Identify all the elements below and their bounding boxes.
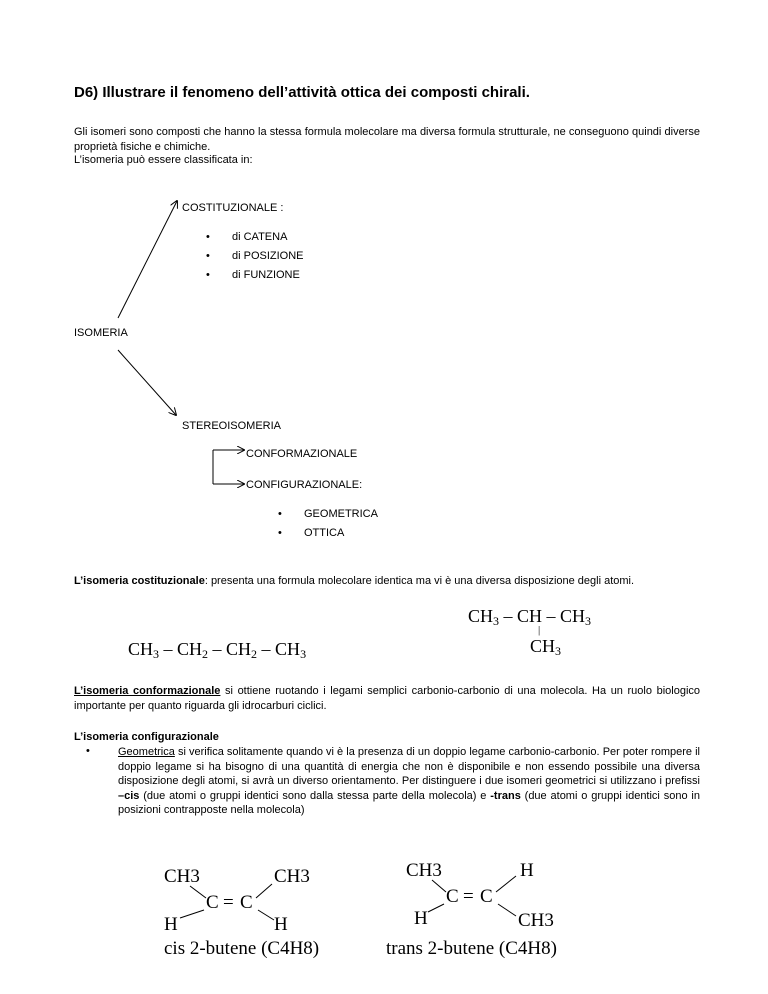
cis-ch3-left: CH3: [164, 866, 200, 887]
isobutane-formula: $CH_3$ – CH – $CH_3$: [468, 606, 592, 628]
cis-ch3-right: CH3: [274, 866, 310, 887]
trans-carbon-right: C: [480, 886, 493, 907]
cis-carbon-right: C: [240, 892, 253, 913]
list-item: • GEOMETRICA: [278, 508, 378, 520]
configurazionale-label: CONFIGURAZIONALE:: [246, 479, 363, 491]
trans-label: trans 2-butene (C4H8): [386, 938, 557, 959]
geometrica-bullet: •: [86, 745, 90, 757]
trans-double-bond: =: [463, 886, 474, 907]
trans-carbon-left: C: [446, 886, 459, 907]
trans-bonds: [386, 860, 616, 940]
butane-formula: $CH_3 - CH_2 - CH_2 - CH_3$: [128, 639, 307, 661]
geometrica-paragraph: Geometrica si verifica solitamente quando vi è la presenza di un doppio legame carbonio-carbonio. Per poter rompere il doppio legame si ha bisogno di una quantità di energia che non è disponibile e non essendo possibile una diversa disposizione degli atomi, si avrà un diverso orientamento. Per distinguere i due isomeri geometrici si utilizzano i prefissi –cis (due atomi o gruppi identici sono dalla stessa parte della molecola) e -trans (due atomi o gruppi identici sono in posizioni contrapposte nella molecola): [118, 746, 700, 817]
configurazionale-heading: L’isomeria configurazionale: [74, 731, 219, 743]
conformazionale-label: CONFORMAZIONALE: [246, 448, 358, 460]
cis-bonds: [164, 866, 364, 946]
costituzionale-label: COSTITUZIONALE :: [182, 202, 284, 214]
trans-h-right: H: [520, 860, 534, 881]
conformazionale-paragraph: L’isomeria conformazionale si ottiene ruotando i legami semplici carbonio-carbonio di una molecola. Ha un ruolo biologico importante per quanto riguarda gli idrocarburi ciclici.: [74, 685, 701, 712]
cis-2-butene-structure: [164, 866, 364, 986]
trans-ch3-left: CH3: [406, 860, 442, 881]
intro-classification: L’isomeria può essere classificata in:: [74, 154, 253, 166]
cis-carbon-left: C: [206, 892, 219, 913]
list-item: • di POSIZIONE: [206, 250, 304, 262]
arrow-to-stereoisomeria: [118, 350, 176, 415]
isomeria-root-label: ISOMERIA: [74, 327, 128, 339]
isobutane-branch-ch3: $CH_3$: [530, 636, 562, 658]
trans-2-butene-structure: [386, 860, 616, 980]
isobutane-branch-bond: |: [538, 624, 541, 636]
costituzionale-paragraph: L’isomeria costituzionale: presenta una formula molecolare identica ma vi è una diversa disposizione degli atomi.: [74, 575, 635, 587]
intro-paragraph: Gli isomeri sono composti che hanno la stessa formula molecolare ma diversa formula strutturale, ne conseguono quindi diverse proprietà fisiche e chimiche.: [74, 126, 700, 153]
stereoisomeria-label: STEREOISOMERIA: [182, 420, 282, 432]
list-item: • di FUNZIONE: [206, 269, 300, 281]
trans-h-left: H: [414, 908, 428, 929]
trans-ch3-right: CH3: [518, 910, 554, 931]
cis-label: cis 2-butene (C4H8): [164, 938, 320, 959]
page-title: D6) Illustrare il fenomeno dell’attività ottica dei composti chirali.: [74, 84, 530, 101]
arrow-to-costituzionale: [118, 201, 177, 318]
config-list: [278, 505, 378, 543]
cost-list: [206, 228, 304, 285]
list-item: • di CATENA: [206, 231, 288, 243]
cis-h-left: H: [164, 914, 178, 935]
list-item: • OTTICA: [278, 527, 345, 539]
cis-double-bond: =: [223, 892, 234, 913]
cis-h-right: H: [274, 914, 288, 935]
